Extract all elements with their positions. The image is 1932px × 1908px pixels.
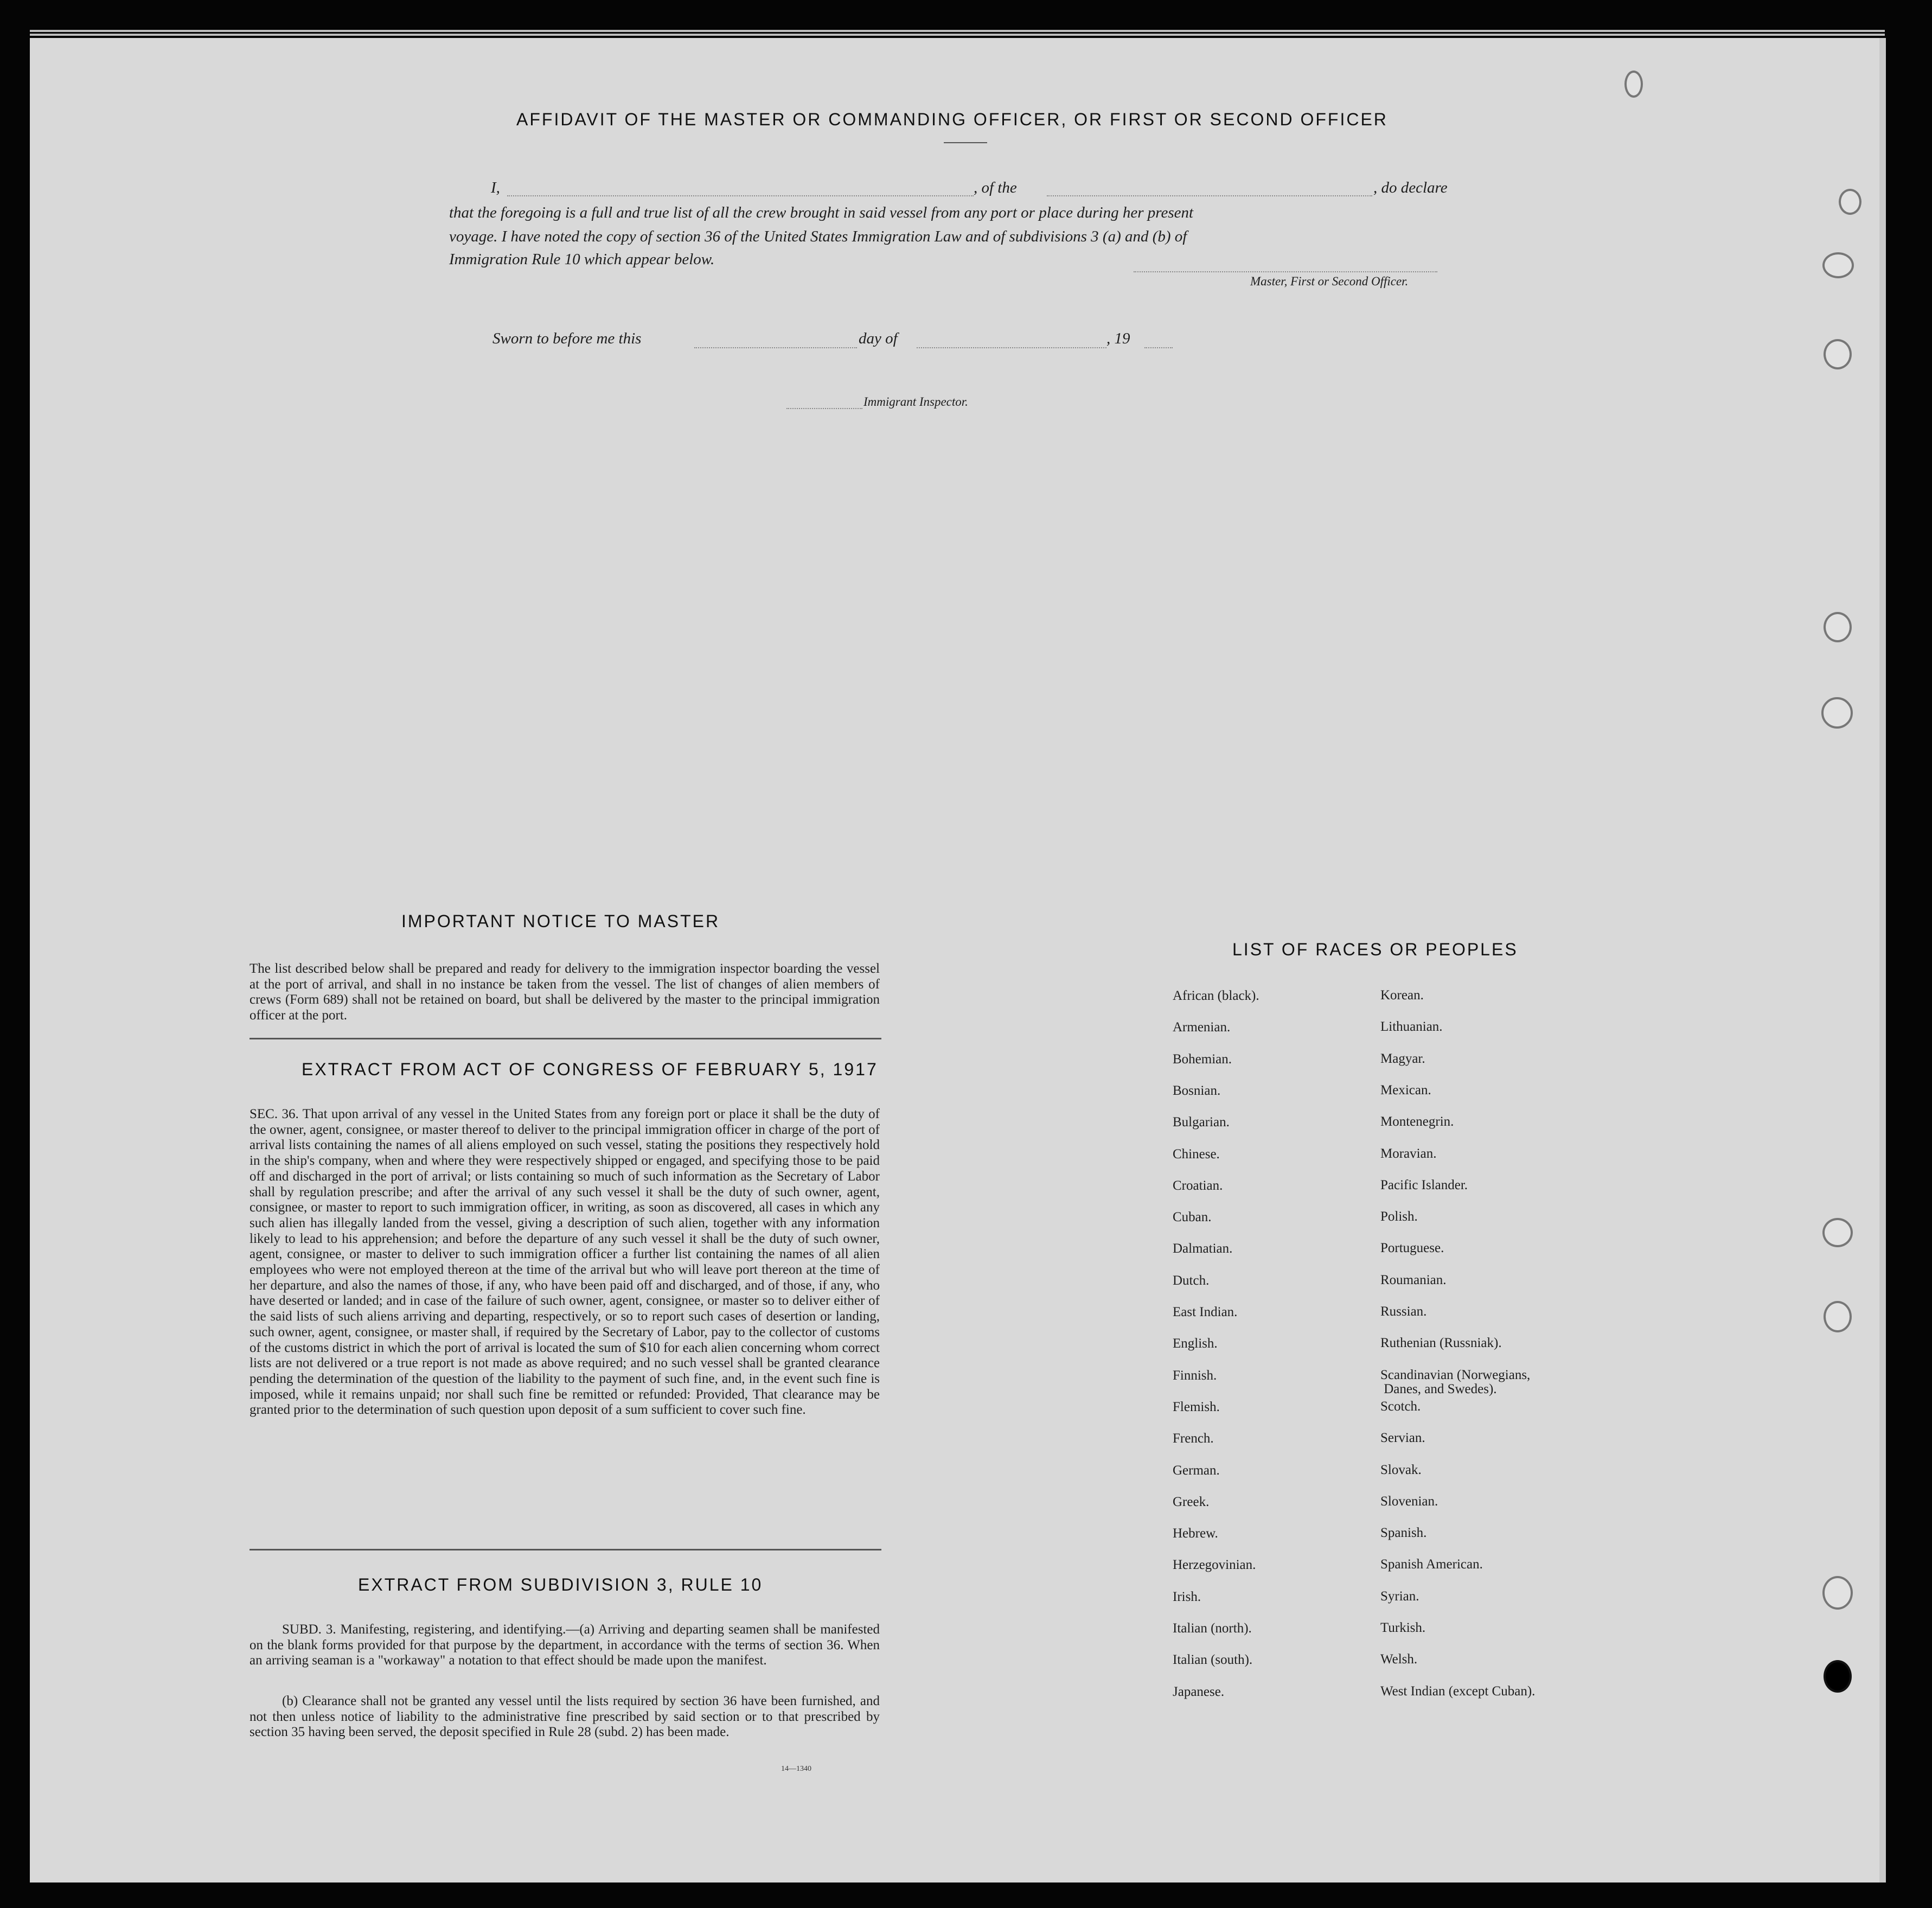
name-blank xyxy=(507,195,974,196)
inspector-label: Immigrant Inspector. xyxy=(863,395,968,409)
race-item: Irish. xyxy=(1173,1589,1201,1604)
affidavit-line1-c: , do declare xyxy=(1373,179,1448,196)
signature-line xyxy=(1134,271,1437,272)
race-item: Servian. xyxy=(1380,1431,1425,1446)
race-item: Italian (south). xyxy=(1173,1652,1253,1668)
signature-label: Master, First or Second Officer. xyxy=(1250,275,1409,288)
document-sheet xyxy=(30,38,1879,1883)
binder-hole xyxy=(1824,339,1852,369)
race-item: Slovenian. xyxy=(1380,1494,1438,1509)
affidavit-line1-b: , of the xyxy=(974,179,1017,196)
race-item: Ruthenian (Russniak). xyxy=(1380,1336,1502,1351)
race-item: Dutch. xyxy=(1173,1273,1210,1288)
race-item: Turkish. xyxy=(1380,1620,1426,1635)
race-item: Bosnian. xyxy=(1173,1083,1221,1098)
race-item: Herzegovinian. xyxy=(1173,1558,1256,1573)
race-item: Cuban. xyxy=(1173,1210,1212,1225)
races-title: LIST OF RACES OR PEOPLES xyxy=(1232,940,1518,959)
sworn-text-b: day of xyxy=(859,330,898,347)
binder-hole xyxy=(1822,1576,1853,1610)
race-item: Japanese. xyxy=(1173,1684,1225,1699)
race-item: Montenegrin. xyxy=(1380,1114,1454,1130)
race-item: Slovak. xyxy=(1380,1462,1422,1477)
race-item: West Indian (except Cuban). xyxy=(1380,1683,1536,1699)
year-blank xyxy=(1144,347,1173,348)
binder-hole xyxy=(1839,189,1861,215)
binder-hole xyxy=(1624,71,1643,98)
race-item: Portuguese. xyxy=(1380,1241,1444,1256)
race-item: Polish. xyxy=(1380,1209,1418,1224)
sworn-text-a: Sworn to before me this xyxy=(492,330,642,347)
divider xyxy=(250,1549,881,1550)
rule10-text-a: SUBD. 3. Manifesting, registering, and identifying.—(a) Arriving and departing seamen shall be manifested on the blank forms provided for that purpose by the department, in accordance with the terms of section 36. When an arriving seaman is a "workaway" a notation to that effect should be made upon the manifest. xyxy=(250,1622,880,1668)
notice-title: IMPORTANT NOTICE TO MASTER xyxy=(401,911,720,931)
binder-hole xyxy=(1824,1301,1852,1332)
act-text: SEC. 36. That upon arrival of any vessel in the United States from any foreign port or place it shall be the duty of the owner, agent, consignee, or master thereof to deliver to the principal immigration officer in charge of the port of arrival lists containing the names of all aliens employed on such vessel, stating the positions they respectively hold in the ship's company, when and where they were respectively shipped or engaged, and specifying those to be paid off and discharged in the port of arrival; or lists containing so much of such information as the Secretary of Labor shall by regulation prescribe; and after the arrival of any such vessel it shall be the duty of such owner, agent, consignee, or master to report to such immigration officer, in writing, as soon as discovered, all cases in which any such alien has illegally landed from the vessel, giving a description of such alien, together with any information likely to lead to his apprehension; and before the departure of any such vessel it shall be the duty of such owner, agent, consignee, or master to deliver to such immigration officer a further list containing the names of all alien employees who were not employed thereon at the time of the arrival but who will leave port thereon at the time of her departure, and also the names of those, if any, who have been paid off and discharged, and of those, if any, who have deserted or landed; and in case of the failure of such owner, agent, consignee, or master so to deliver either of the said lists of such aliens arriving and departing, respectively, or so to report such cases of desertion or landing, such owner, agent, consignee, or master shall, if required by the Secretary of Labor, pay to the collector of customs of the customs district in which the port of arrival is located the sum of $10 for each alien concerning whom correct lists are not delivered or a true report is not made as above required; and no such vessel shall be granted clearance pending the determination of the question of the liability to the payment of such fine, and, in the event such fine is imposed, while it remains unpaid; nor shall such fine be remitted or refunded: Provided, That clearance may be granted prior to the determination of such question upon deposit of a sum sufficient to cover such fine. xyxy=(250,1107,880,1418)
race-item: Scandinavian (Norwegians, Danes, and Swedes). xyxy=(1380,1367,1531,1396)
sworn-text-c: , 19 xyxy=(1106,330,1130,347)
rule10-text-b: (b) Clearance shall not be granted any vessel until the lists required by section 36 have been furnished, and not then unless notice of liability to the administrative fine prescribed by said section or to that prescribed by section 35 having been served, the deposit specified in Rule 28 (subd. 2) has been made. xyxy=(250,1694,880,1740)
inspector-line xyxy=(786,408,862,409)
affidavit-line4: Immigration Rule 10 which appear below. xyxy=(449,251,715,268)
race-item: Korean. xyxy=(1380,988,1424,1003)
race-item: Flemish. xyxy=(1173,1399,1220,1414)
binder-hole xyxy=(1824,612,1852,642)
race-item: German. xyxy=(1173,1463,1220,1478)
race-item: Mexican. xyxy=(1380,1082,1431,1097)
act-title: EXTRACT FROM ACT OF CONGRESS OF FEBRUARY 5, 1917 xyxy=(302,1060,878,1079)
race-item: African (black). xyxy=(1173,988,1259,1003)
race-item: Hebrew. xyxy=(1173,1526,1218,1541)
race-item: Moravian. xyxy=(1380,1146,1437,1161)
race-item: Dalmatian. xyxy=(1173,1241,1233,1256)
binder-hole xyxy=(1822,252,1854,278)
race-item: Croatian. xyxy=(1173,1178,1223,1193)
race-item: East Indian. xyxy=(1173,1305,1238,1319)
divider xyxy=(944,142,987,143)
divider xyxy=(250,1038,881,1039)
race-item: Magyar. xyxy=(1380,1051,1425,1066)
race-item: Greek. xyxy=(1173,1494,1210,1509)
affidavit-line1-a: I, xyxy=(491,179,500,196)
race-item: Russian. xyxy=(1380,1304,1427,1319)
race-item: French. xyxy=(1173,1431,1214,1446)
page-edge xyxy=(30,34,1885,36)
day-blank xyxy=(694,347,857,348)
race-item: Syrian. xyxy=(1380,1588,1419,1604)
page-edge-right xyxy=(1879,38,1886,1883)
race-item: Lithuanian. xyxy=(1380,1019,1443,1035)
race-item: English. xyxy=(1173,1336,1218,1351)
race-item: Spanish American. xyxy=(1380,1557,1483,1572)
race-item: Armenian. xyxy=(1173,1020,1231,1035)
race-item: Italian (north). xyxy=(1173,1621,1252,1636)
race-item: Roumanian. xyxy=(1380,1272,1447,1287)
race-item: Bohemian. xyxy=(1173,1051,1232,1067)
form-number: 14—1340 xyxy=(781,1765,811,1773)
race-item: Welsh. xyxy=(1380,1652,1418,1667)
month-blank xyxy=(917,347,1106,348)
binder-hole xyxy=(1824,1660,1852,1693)
race-item: Chinese. xyxy=(1173,1146,1220,1162)
affidavit-line2: that the foregoing is a full and true list of all the crew brought in said vessel from any port or place during her present xyxy=(449,204,1194,221)
rule10-title: EXTRACT FROM SUBDIVISION 3, RULE 10 xyxy=(358,1575,763,1594)
race-item: Pacific Islander. xyxy=(1380,1177,1468,1192)
race-item: Finnish. xyxy=(1173,1368,1217,1383)
race-item: Bulgarian. xyxy=(1173,1115,1230,1130)
vessel-blank xyxy=(1047,195,1372,196)
binder-hole xyxy=(1822,1218,1853,1247)
binder-hole xyxy=(1821,697,1853,729)
affidavit-title: AFFIDAVIT OF THE MASTER OR COMMANDING OFFICER, OR FIRST OR SECOND OFFICER xyxy=(516,110,1388,129)
affidavit-line3: voyage. I have noted the copy of section 36 of the United States Immigration Law and of subdivisions 3 (a) and (b) of xyxy=(449,228,1187,245)
race-item: Spanish. xyxy=(1380,1526,1427,1541)
race-item: Scotch. xyxy=(1380,1399,1421,1414)
page-edge xyxy=(30,30,1885,32)
notice-text: The list described below shall be prepared and ready for delivery to the immigration inspector boarding the vessel at the port of arrival, and shall in no instance be taken from the vessel. The list of changes of alien members of crews (Form 689) shall not be retained on board, but shall be delivered by the master to the principal immigration officer at the port. xyxy=(250,961,880,1023)
